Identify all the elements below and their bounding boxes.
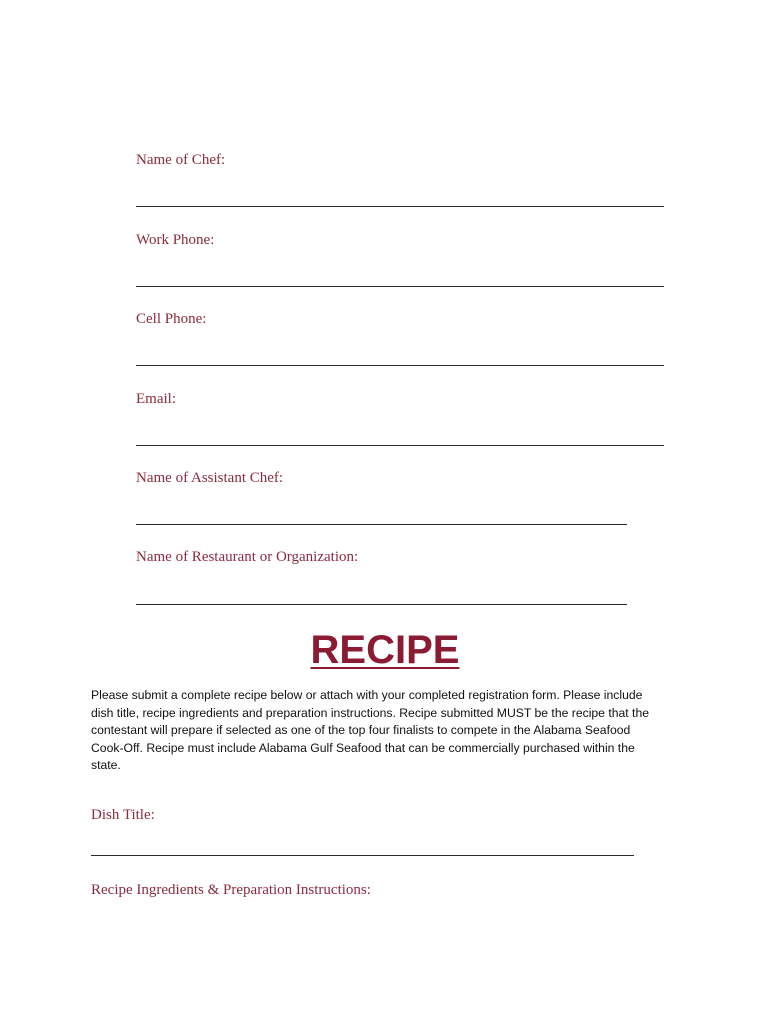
name-of-chef-line[interactable] [136, 206, 664, 207]
work-phone-line[interactable] [136, 286, 664, 287]
name-of-chef-label: Name of Chef: [136, 152, 226, 168]
restaurant-label: Name of Restaurant or Organization: [136, 549, 359, 565]
recipe-heading: RECIPE [310, 628, 460, 672]
cell-phone-label: Cell Phone: [136, 311, 207, 327]
email-line[interactable] [136, 445, 664, 446]
instructions-line: state. [91, 758, 121, 772]
dish-title-label: Dish Title: [91, 807, 155, 823]
instructions-line: dish title, recipe ingredients and preparation instructions. Recipe submitted MUST be the recipe that the [91, 705, 649, 720]
assistant-chef-label: Name of Assistant Chef: [136, 470, 284, 486]
email-label: Email: [136, 391, 176, 407]
restaurant-line[interactable] [136, 604, 627, 605]
assistant-chef-line[interactable] [136, 524, 627, 525]
recipe-instructions [91, 687, 683, 775]
instructions-line: contestant will prepare if selected as one of the top four finalists to compete in the Alabama Seafood [91, 723, 631, 737]
dish-title-line[interactable] [91, 855, 634, 856]
instructions-line: Cook-Off. Recipe must include Alabama Gulf Seafood that can be commercially purchased within the [91, 740, 635, 755]
cell-phone-line[interactable] [136, 365, 664, 366]
instructions-line: Please submit a complete recipe below or attach with your completed registration form. Please include [91, 688, 643, 702]
work-phone-label: Work Phone: [136, 232, 215, 248]
ingredients-label: Recipe Ingredients & Preparation Instructions: [91, 882, 371, 898]
